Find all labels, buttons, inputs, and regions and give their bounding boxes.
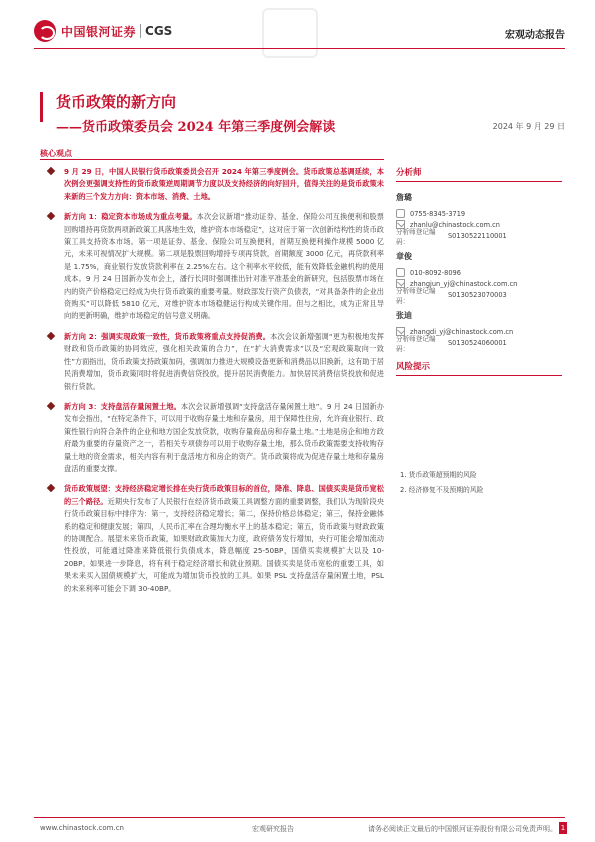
- diamond-bullet-icon: [47, 167, 55, 175]
- analyst-reg-no: S0130522110001: [448, 231, 507, 240]
- analyst-reg-label: 分析师登记编码：: [396, 286, 436, 305]
- analyst-email[interactable]: zhanlu@chinastock.com.cn: [410, 220, 500, 229]
- logo-mark-icon: [34, 20, 56, 42]
- footer-disclaimer: 请务必阅读正文最后的中国银河证券股份有限公司免责声明。: [368, 825, 557, 833]
- analyst-email[interactable]: zhangjun_yj@chinastock.com.cn: [410, 279, 518, 288]
- paragraph-lead: 货币政策展望：支持经济稳定增长排在央行货币政策目标的首位，降准、降息、国债买卖是货币宽松的三个路径。: [64, 484, 384, 506]
- mail-icon: [396, 279, 405, 288]
- watermark-icon: [262, 8, 318, 58]
- analysts-heading: 分析师: [396, 166, 562, 182]
- header-divider: [34, 48, 565, 49]
- footer-url[interactable]: www.chinastock.com.cn: [40, 824, 124, 832]
- diamond-bullet-icon: [47, 402, 55, 410]
- logo-cgs: CGS: [145, 24, 173, 38]
- page-number: 1: [560, 824, 566, 832]
- phone-icon: [396, 209, 405, 218]
- paragraph-lead: 新方向 1：稳定资本市场成为重点考量。: [64, 212, 197, 222]
- analyst-card: [396, 310, 562, 353]
- analyst-card: [396, 251, 562, 305]
- risk-heading: 风险提示: [396, 360, 562, 376]
- main-content: [40, 166, 384, 603]
- analyst-phone-row: [396, 267, 562, 278]
- analyst-name: 章俊: [396, 252, 412, 261]
- analyst-card: [396, 192, 562, 246]
- paragraph-body: 近期央行发布了人民银行在经济货币政策工具调整方面的重要调整，我们认为现阶段央行货币政策目标中排序为：第一，支持经济稳定增长；第二，保持价格总体稳定；第三，保持金融体系的稳定和健康发展；第四，人民币汇率在合理均衡水平上的基本稳定；第五，货币政策与财政政策的协调配合。展望未来货币政策，如果财政政策加大力度，政府债务发行增加，央行可能会增加流动性投放，可能通过降准来降低银行负债成本，降息幅度 25-50BP，国债买卖规模扩大以及 10-20BP。如果进一步降息，将有利于稳定经济增长和就业预期。国债买卖是货币宽松的重要工具，如果未来买入国债规模扩大，可能成为增加货币投放的工具。如果 PSL 支持盘活存量闲置土地，PSL 的未来利率可能会下调 30-40BP。: [64, 496, 384, 593]
- report-subtitle: ——货币政策委员会 2024 年第三季度例会解读: [56, 120, 336, 135]
- title-accent-bar: [40, 92, 43, 122]
- paragraph-overview: [40, 166, 384, 203]
- logo-separator: [140, 24, 141, 38]
- paragraph-direction-1: [40, 211, 384, 323]
- paragraph-lead: 新方向 2：强调实现政策一致性，货币政策将重点支持促消费。: [64, 331, 271, 341]
- page-header: [0, 0, 595, 62]
- core-views-divider: [40, 159, 384, 160]
- analyst-reg-label: 分析师登记编码：: [396, 227, 436, 246]
- phone-icon: [396, 268, 405, 277]
- report-title: 货币政策的新方向: [56, 93, 177, 111]
- analyst-name: 詹璐: [396, 193, 412, 202]
- paragraph-outlook: [40, 483, 384, 595]
- analyst-email[interactable]: zhangdi_yj@chinastock.com.cn: [410, 327, 514, 336]
- analyst-phone: 0755-8345-3719: [410, 209, 466, 218]
- report-date: 2024 年 9 月 29 日: [492, 122, 565, 131]
- sidebar: [396, 166, 562, 498]
- analyst-reg-row: [396, 227, 562, 246]
- analyst-reg-row: [396, 334, 562, 353]
- analyst-name: 张迪: [396, 311, 412, 320]
- company-logo: [34, 20, 172, 42]
- footer-center-text: 宏观研究报告: [252, 825, 294, 833]
- mail-icon: [396, 220, 405, 229]
- risk-item: 1. 货币政策超预期的风险: [400, 471, 477, 479]
- analyst-reg-row: [396, 286, 562, 305]
- paragraph-body: 本次会议新增“推动证券、基金、保险公司互换便利和股票回购增持再贷款两项新政策工具落地生效，维护资本市场稳定”，这对应于第一次创新结构性的货币政策工具支持资本市场。第一项是证券、基金、保险公司互换便利，首期互换便利操作规模 5000 亿元，未来可视情况扩大规模。第二项是股票回购增持专项再贷款，首期额度 3000 亿元，再贷款利率是 1.75%，商业银行发放贷款利率在 2.25%左右。这个利率水平较低，能有效降低金融机构的使用成本。9 月 24 日国新办发布会上，潘行长同时强调推出针对准平准基金的新研究，包括股票市场在内的资产价格稳定已经成为央行货币政策的重要考量。财政部发行资产负债表，“对具备条件的企业出资购买”可以降低 5810 亿元，对维护资本市场稳健运行构成关键作用。但与之相比，成为正常且导向的更新明确，维护市场稳定的信号意义明确。: [64, 212, 384, 321]
- analyst-phone-row: [396, 208, 562, 219]
- paragraph-direction-3: [40, 401, 384, 475]
- diamond-bullet-icon: [47, 484, 55, 492]
- analyst-reg-label: 分析师登记编码：: [396, 334, 436, 353]
- footer-divider: [34, 817, 565, 818]
- diamond-bullet-icon: [47, 212, 55, 220]
- analyst-reg-no: S0130523070003: [448, 290, 507, 299]
- core-views-label: 核心观点: [40, 149, 72, 158]
- paragraph-body: 本次会议新增强调“支持盘活存量闲置土地”。9 月 24 日国新办发布会指出，“在特定条件下，可以用于收购存量土地和存量房，用于保障性住房，允许商业银行、政策性银行向符合条件的企业和地方国企发放贷款，收购存量商品房和存量土地。”土地是房企和地方政府最为重要的存量资产之一，若相关专项债券可以用于收购存量土地，那么货币政策需要支持收购存量土地的资金需求，相关内容有利于盘活地方和房企的资产。货币政策将成为促进存量土地和存量房盘活的重要支撑。: [64, 401, 384, 473]
- diamond-bullet-icon: [47, 332, 55, 340]
- mail-icon: [396, 327, 405, 336]
- report-type: 宏观动态报告: [505, 30, 565, 41]
- paragraph-lead: 9 月 29 日，中国人民银行货币政策委员会召开 2024 年第三季度例会。货币政策总基调延续，本次例会更强调支持性的货币政策逆周期调节力度以及支持经济的向好回升，值得关注的是货币政策未来新的三个发力方向：资本市场、消费、土地。: [64, 167, 384, 201]
- paragraph-lead: 新方向 3：支持盘活存量闲置土地。: [64, 401, 181, 411]
- analyst-phone: 010-8092-8096: [410, 268, 461, 277]
- paragraph-body: 本次会议新增强调“更为积极地发挥财政和货币政策的协同效应，强化相关政策的合力”，在“扩大消费需求”以及“宏观政策取向一致性”方面指出，货币政策支持政策加码，强调加力推进大规模设备更新和消费品以旧换新，这有助于居民消费增加，货币政策同时将促进消费信贷投放，提升居民消费能力。加快居民消费信贷投放和促进银行贷款。: [64, 331, 384, 391]
- risk-item: 2. 经济修复不及预期的风险: [400, 486, 484, 494]
- analyst-reg-no: S0130524060001: [448, 338, 507, 347]
- paragraph-direction-2: [40, 331, 384, 393]
- logo-text: 中国银河证券: [61, 24, 137, 39]
